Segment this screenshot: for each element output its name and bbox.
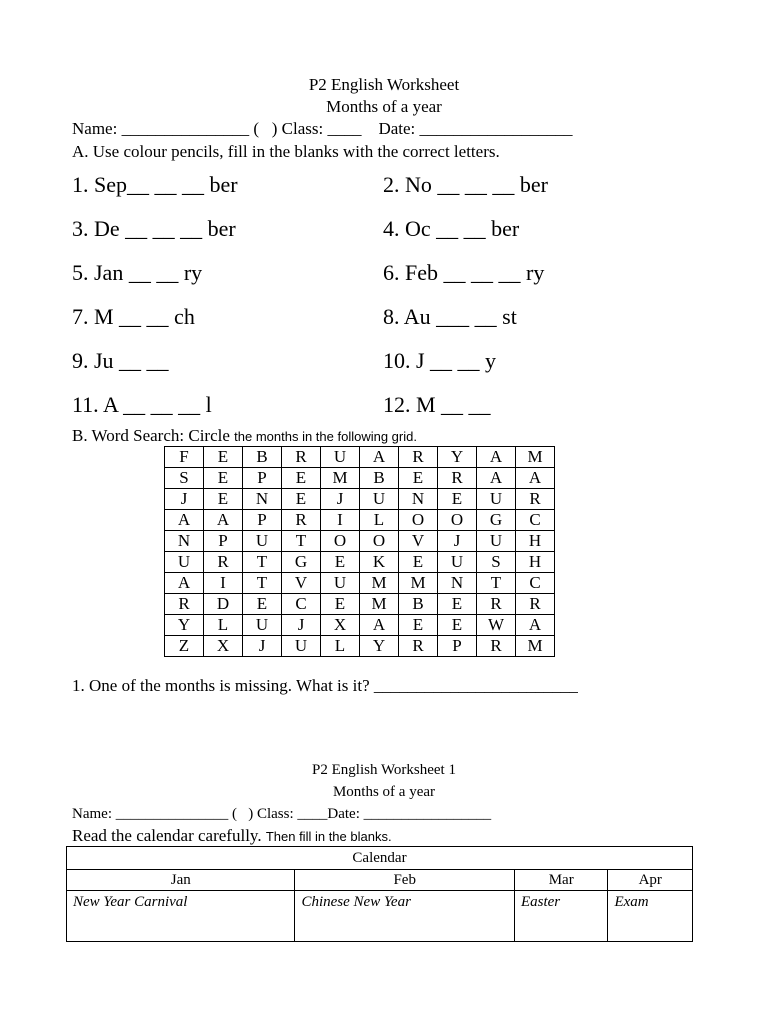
grid-letter-cell[interactable]: V [399,531,438,552]
grid-letter-cell[interactable]: E [399,615,438,636]
worksheet-2-subtitle: Months of a year [332,784,436,800]
grid-letter-cell[interactable]: G [282,552,321,573]
grid-letter-cell[interactable]: E [399,552,438,573]
grid-letter-cell[interactable]: A [165,573,204,594]
grid-letter-cell[interactable]: N [165,531,204,552]
blank-item[interactable]: 12. M __ __ [383,392,491,417]
grid-letter-cell[interactable]: T [477,573,516,594]
calendar-instruction-main: Read the calendar carefully. [72,826,262,845]
grid-letter-cell[interactable]: N [399,489,438,510]
grid-letter-cell[interactable]: D [204,594,243,615]
calendar-month: Jan [67,870,295,891]
grid-letter-cell[interactable]: E [204,468,243,489]
grid-letter-cell[interactable]: A [477,468,516,489]
grid-letter-cell[interactable]: A [360,615,399,636]
student-info-line[interactable]: Name: _______________ ( ) Class: ____ Date: __________________ [72,119,573,138]
grid-letter-cell[interactable]: A [360,447,399,468]
calendar-instruction [72,826,392,846]
grid-row [165,636,555,657]
grid-letter-cell[interactable]: O [360,531,399,552]
blank-item[interactable]: 6. Feb __ __ __ ry [383,260,545,285]
grid-row [165,552,555,573]
grid-letter-cell[interactable]: J [165,489,204,510]
grid-letter-cell[interactable]: G [477,510,516,531]
grid-letter-cell[interactable]: I [321,510,360,531]
grid-letter-cell[interactable]: E [438,594,477,615]
blank-item[interactable]: 7. M __ __ ch [72,304,195,329]
grid-row [165,573,555,594]
grid-letter-cell[interactable]: O [438,510,477,531]
grid-row [165,531,555,552]
calendar-event: New Year Carnival [67,891,295,942]
calendar-event: Easter [514,891,608,942]
blank-item[interactable]: 2. No __ __ __ ber [383,172,548,197]
grid-letter-cell[interactable]: H [516,552,555,573]
grid-row [165,489,555,510]
grid-letter-cell[interactable]: M [516,636,555,657]
calendar-month: Apr [608,870,693,891]
grid-letter-cell[interactable]: R [477,636,516,657]
grid-letter-cell[interactable]: R [282,447,321,468]
blank-item[interactable]: 8. Au ___ __ st [383,304,517,329]
grid-letter-cell[interactable]: L [321,636,360,657]
grid-letter-cell[interactable]: E [282,489,321,510]
calendar-header: Calendar [67,847,693,870]
worksheet-subtitle: Months of a year [326,97,442,116]
grid-row [165,510,555,531]
calendar-month: Mar [514,870,608,891]
grid-letter-cell[interactable]: P [204,531,243,552]
grid-letter-cell[interactable]: U [243,531,282,552]
grid-letter-cell[interactable]: H [516,531,555,552]
grid-letter-cell[interactable]: U [360,489,399,510]
grid-letter-cell[interactable]: T [282,531,321,552]
worksheet-2-title: P2 English Worksheet 1 [312,762,456,778]
section-b-label: B. Word Search: Circle [72,426,230,445]
grid-letter-cell[interactable]: E [321,594,360,615]
grid-row [165,468,555,489]
grid-letter-cell[interactable]: F [165,447,204,468]
grid-letter-cell[interactable]: R [438,468,477,489]
grid-row [165,615,555,636]
grid-letter-cell[interactable]: U [321,447,360,468]
grid-letter-cell[interactable]: Y [438,447,477,468]
grid-letter-cell[interactable]: Y [165,615,204,636]
blank-item[interactable]: 9. Ju __ __ [72,348,169,373]
grid-letter-cell[interactable]: E [243,594,282,615]
grid-letter-cell[interactable]: Y [360,636,399,657]
grid-row [165,447,555,468]
grid-letter-cell[interactable]: E [204,489,243,510]
grid-letter-cell[interactable]: T [243,552,282,573]
calendar-event: Chinese New Year [295,891,514,942]
grid-letter-cell[interactable]: R [282,510,321,531]
grid-letter-cell[interactable]: E [438,489,477,510]
blank-item[interactable]: 11. A __ __ __ l [72,392,212,417]
grid-letter-cell[interactable]: J [321,489,360,510]
grid-letter-cell[interactable]: E [321,552,360,573]
grid-letter-cell[interactable]: J [243,636,282,657]
blank-item[interactable]: 4. Oc __ __ ber [383,216,520,241]
grid-letter-cell[interactable]: B [360,468,399,489]
grid-letter-cell[interactable]: C [282,594,321,615]
grid-letter-cell[interactable]: U [243,615,282,636]
grid-letter-cell[interactable]: O [321,531,360,552]
grid-letter-cell[interactable]: R [399,447,438,468]
grid-letter-cell[interactable]: J [438,531,477,552]
grid-letter-cell[interactable]: N [243,489,282,510]
grid-letter-cell[interactable]: E [282,468,321,489]
grid-letter-cell[interactable]: C [516,510,555,531]
grid-letter-cell[interactable]: B [243,447,282,468]
grid-letter-cell[interactable]: Z [165,636,204,657]
grid-letter-cell[interactable]: M [321,468,360,489]
grid-letter-cell[interactable]: P [438,636,477,657]
grid-letter-cell[interactable]: X [204,636,243,657]
grid-letter-cell[interactable]: A [516,468,555,489]
grid-letter-cell[interactable]: R [204,552,243,573]
calendar-event: Exam [608,891,693,942]
grid-letter-cell[interactable]: L [204,615,243,636]
grid-letter-cell[interactable]: W [477,615,516,636]
blank-item[interactable]: 5. Jan __ __ ry [72,260,203,285]
section-b-instruction [72,426,417,446]
grid-letter-cell[interactable]: R [477,594,516,615]
grid-letter-cell[interactable]: I [204,573,243,594]
grid-letter-cell[interactable]: A [477,447,516,468]
grid-letter-cell[interactable]: O [399,510,438,531]
grid-letter-cell[interactable]: M [516,447,555,468]
word-search-grid [164,446,555,657]
grid-letter-cell[interactable]: B [399,594,438,615]
grid-letter-cell[interactable]: E [438,615,477,636]
grid-letter-cell[interactable]: U [321,573,360,594]
grid-letter-cell[interactable]: X [321,615,360,636]
grid-letter-cell[interactable]: A [165,510,204,531]
grid-letter-cell[interactable]: R [165,594,204,615]
grid-letter-cell[interactable]: U [477,489,516,510]
grid-letter-cell[interactable]: R [516,594,555,615]
grid-letter-cell[interactable]: T [243,573,282,594]
grid-row [165,594,555,615]
grid-letter-cell[interactable]: J [282,615,321,636]
grid-letter-cell[interactable]: S [477,552,516,573]
worksheet-title: P2 English Worksheet [308,75,460,94]
student-info-line-2[interactable]: Name: _______________ ( ) Class: ____Date: _________________ [72,806,492,822]
missing-month-question[interactable]: 1. One of the months is missing. What is it? ________________________ [72,676,578,695]
grid-letter-cell[interactable]: E [204,447,243,468]
blank-item[interactable]: 10. J __ __ y [383,348,497,373]
grid-letter-cell[interactable]: E [399,468,438,489]
calendar-instruction-detail: Then fill in the blanks. [265,829,392,844]
section-a-instruction: A. Use colour pencils, fill in the blanks with the correct letters. [72,142,500,161]
grid-letter-cell[interactable]: U [165,552,204,573]
grid-letter-cell[interactable]: L [360,510,399,531]
grid-letter-cell[interactable]: P [243,468,282,489]
section-b-detail: the months in the following grid. [234,429,417,444]
grid-letter-cell[interactable]: P [243,510,282,531]
grid-letter-cell[interactable]: S [165,468,204,489]
calendar-table [66,846,693,942]
grid-letter-cell[interactable]: M [399,573,438,594]
grid-letter-cell[interactable]: U [282,636,321,657]
grid-letter-cell[interactable]: C [516,573,555,594]
grid-letter-cell[interactable]: M [360,573,399,594]
grid-letter-cell[interactable]: U [477,531,516,552]
grid-letter-cell[interactable]: M [360,594,399,615]
grid-letter-cell[interactable]: R [516,489,555,510]
calendar-month: Feb [295,870,514,891]
grid-letter-cell[interactable]: A [204,510,243,531]
blank-item[interactable]: 3. De __ __ __ ber [72,216,236,241]
grid-letter-cell[interactable]: U [438,552,477,573]
grid-letter-cell[interactable]: N [438,573,477,594]
grid-letter-cell[interactable]: R [399,636,438,657]
blank-item[interactable]: 1. Sep__ __ __ ber [72,172,238,197]
grid-letter-cell[interactable]: A [516,615,555,636]
grid-letter-cell[interactable]: K [360,552,399,573]
grid-letter-cell[interactable]: V [282,573,321,594]
